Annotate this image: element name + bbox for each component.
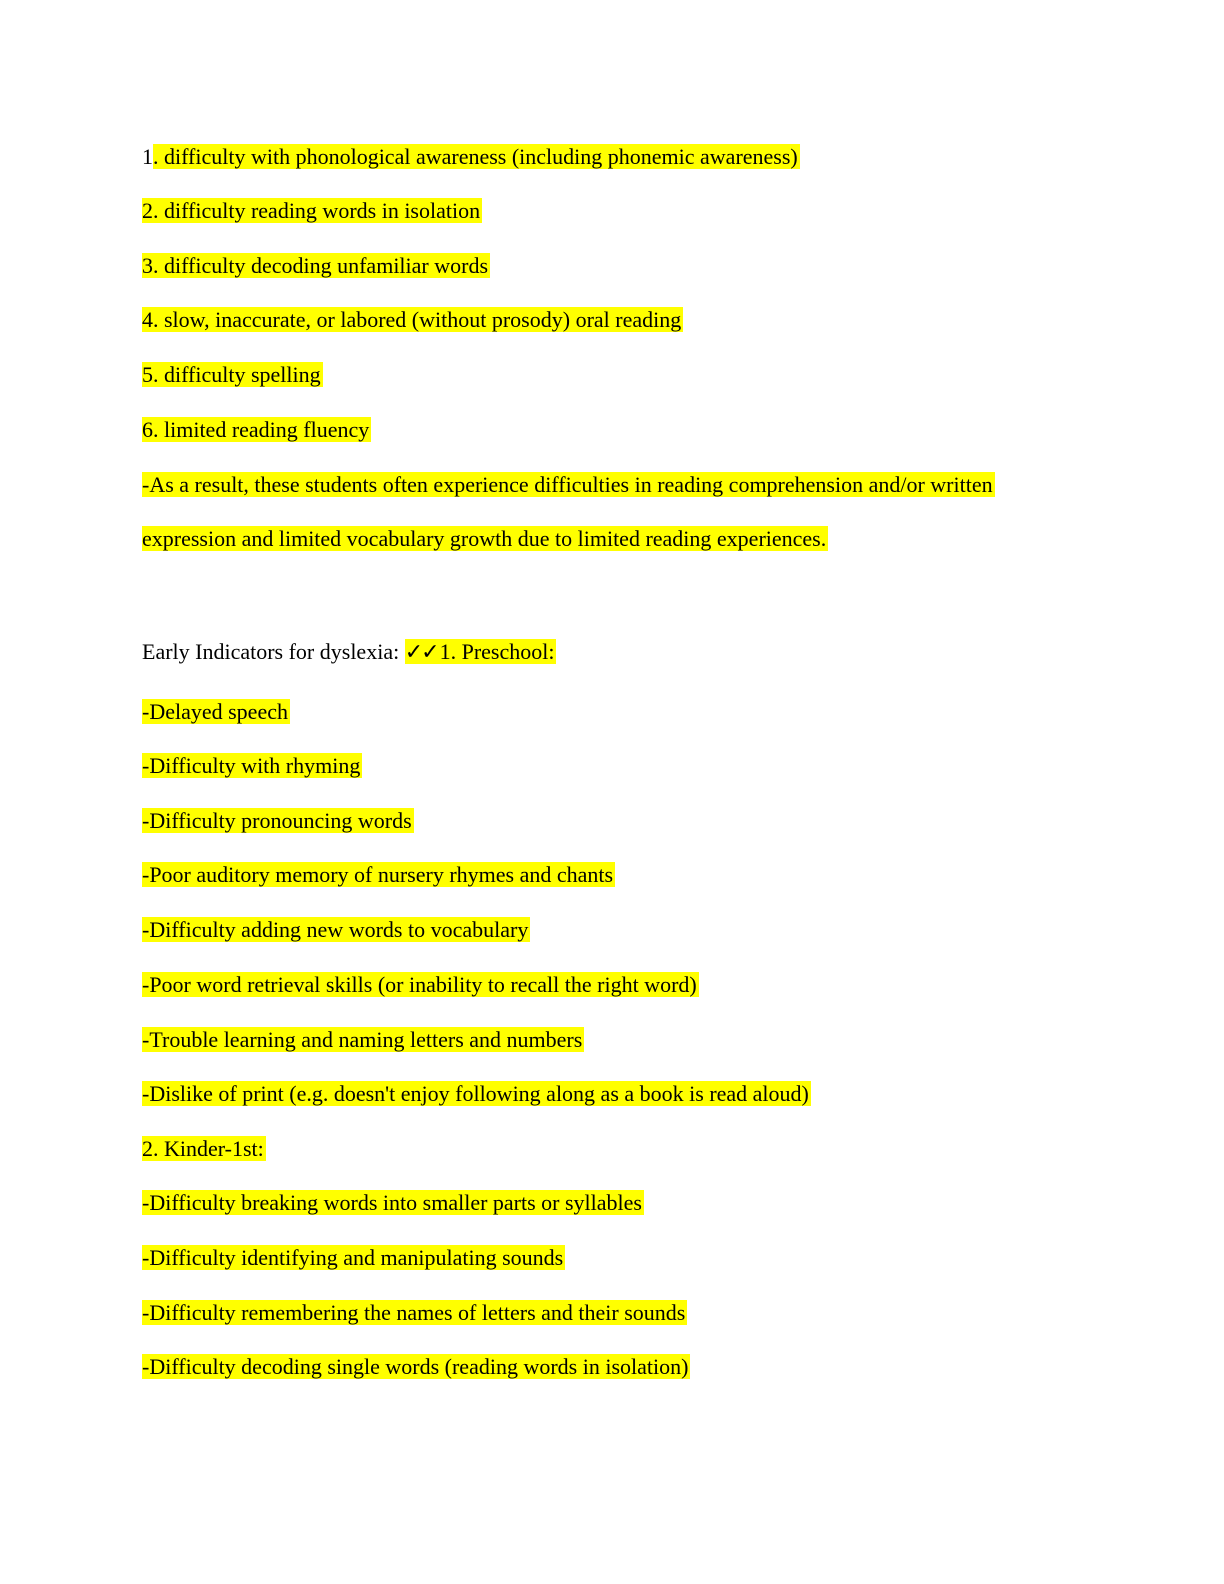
- list-item-1: [142, 142, 800, 172]
- list-item-5-text: 5. difficulty spelling: [142, 362, 321, 387]
- preschool-heading-highlight: [405, 639, 557, 664]
- kinder-label: 2. Kinder-1st:: [142, 1136, 264, 1161]
- preschool-item: [142, 1079, 811, 1109]
- list-item-4-text: 4. slow, inaccurate, or labored (without prosody) oral reading: [142, 307, 682, 332]
- list-item-1-number: 1: [142, 144, 153, 169]
- result-paragraph-line-2-text: expression and limited vocabulary growth due to limited reading experiences.: [142, 526, 827, 551]
- kinder-item-text: -Difficulty remembering the names of letters and their sounds: [142, 1300, 686, 1325]
- kinder-heading: [142, 1134, 266, 1164]
- list-item-3-text: 3. difficulty decoding unfamiliar words: [142, 253, 489, 278]
- preschool-item: [142, 860, 615, 890]
- kinder-item: [142, 1188, 644, 1218]
- preschool-item: [142, 915, 530, 945]
- preschool-item-text: -Poor auditory memory of nursery rhymes and chants: [142, 862, 614, 887]
- list-item-6-text: 6. limited reading fluency: [142, 417, 370, 442]
- list-item-3: [142, 251, 490, 281]
- preschool-item-text: -Trouble learning and naming letters and numbers: [142, 1027, 583, 1052]
- preschool-item-text: -Dislike of print (e.g. doesn't enjoy following along as a book is read aloud): [142, 1081, 809, 1106]
- preschool-item-text: -Difficulty adding new words to vocabulary: [142, 917, 529, 942]
- kinder-item: [142, 1298, 687, 1328]
- list-item-5: [142, 360, 323, 390]
- list-item-2: [142, 196, 482, 226]
- preschool-item: [142, 806, 414, 836]
- preschool-item: [142, 970, 699, 1000]
- preschool-item-text: -Delayed speech: [142, 699, 288, 724]
- kinder-item: [142, 1243, 565, 1273]
- early-indicators-label: Early Indicators for dyslexia:: [142, 639, 405, 664]
- preschool-item-text: -Difficulty pronouncing words: [142, 808, 412, 833]
- preschool-item: [142, 697, 290, 727]
- result-paragraph-line-1-text: -As a result, these students often experience difficulties in reading comprehension and/or written: [142, 472, 993, 497]
- kinder-item-text: -Difficulty identifying and manipulating sounds: [142, 1245, 564, 1270]
- preschool-item: [142, 751, 362, 781]
- checkmark-icon: ✓✓: [404, 640, 438, 665]
- result-paragraph-line-1: [142, 470, 995, 500]
- kinder-item-text: -Difficulty decoding single words (reading words in isolation): [142, 1354, 689, 1379]
- preschool-item: [142, 1025, 584, 1055]
- list-item-4: [142, 305, 683, 335]
- preschool-item-text: -Difficulty with rhyming: [142, 753, 361, 778]
- kinder-item-text: -Difficulty breaking words into smaller parts or syllables: [142, 1190, 642, 1215]
- preschool-label: 1. Preschool:: [439, 639, 555, 664]
- early-indicators-heading: [142, 637, 556, 667]
- result-paragraph-line-2: [142, 524, 828, 554]
- list-item-6: [142, 415, 371, 445]
- kinder-item: [142, 1352, 690, 1382]
- list-item-2-text: 2. difficulty reading words in isolation: [142, 198, 481, 223]
- preschool-item-text: -Poor word retrieval skills (or inability to recall the right word): [142, 972, 697, 997]
- list-item-1-text: . difficulty with phonological awareness (including phonemic awareness): [153, 144, 798, 169]
